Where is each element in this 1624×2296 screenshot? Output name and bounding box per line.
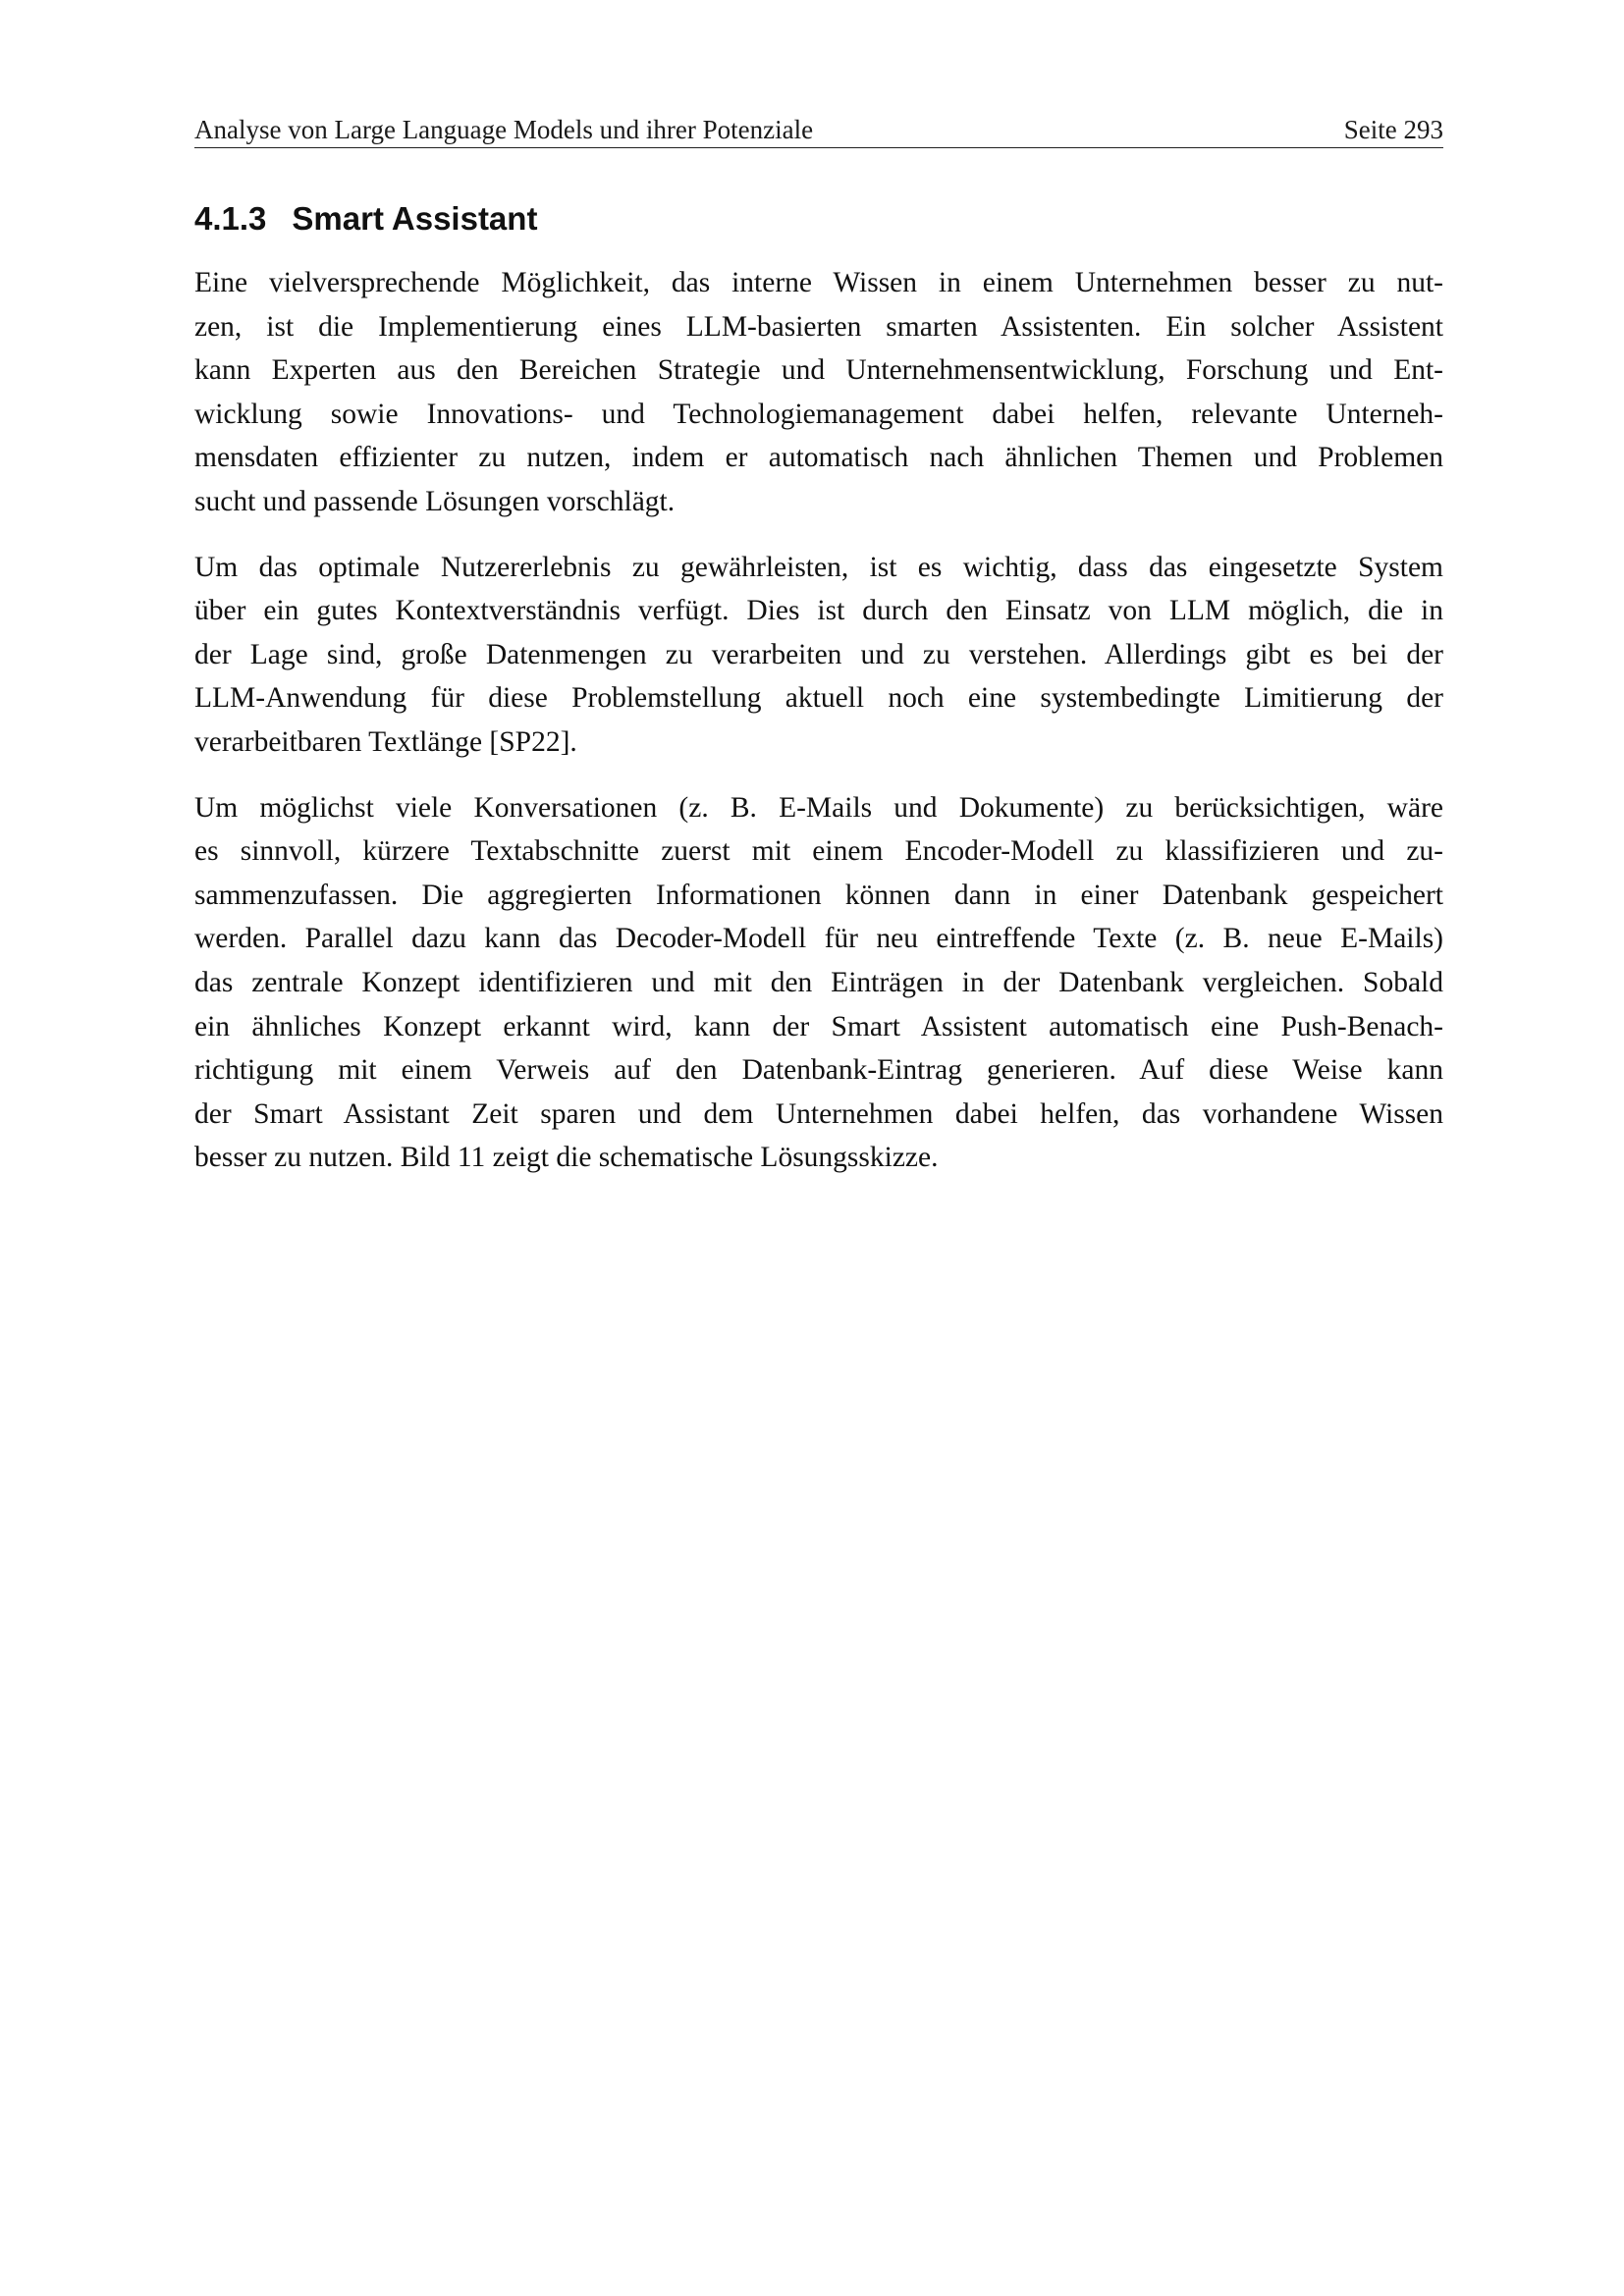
- text-line: mensdaten effizienter zu nutzen, indem er automatisch nach ähnlichen Themen und Problemen: [194, 442, 1443, 474]
- text-line: das zentrale Konzept identifizieren und mit den Einträgen in der Datenbank vergleichen. Sobald: [194, 966, 1443, 998]
- text-line: verarbeitbaren Textlänge [SP22].: [194, 725, 577, 758]
- section-title: Smart Assistant: [292, 200, 538, 237]
- text-line: es sinnvoll, kürzere Textabschnitte zuerst mit einem Encoder-Modell zu klassifizieren und zu-: [194, 835, 1443, 868]
- text-line: werden. Parallel dazu kann das Decoder-Modell für neu eintreffende Texte (z. B. neue E-Mails): [194, 923, 1443, 955]
- page-number: Seite 293: [1343, 115, 1443, 144]
- text-line: sammenzufassen. Die aggregierten Informationen können dann in einer Datenbank gespeichert: [194, 879, 1443, 911]
- text-line: wicklung sowie Innovations- und Technologiemanagement dabei helfen, relevante Unterneh-: [194, 398, 1443, 430]
- text-line: der Smart Assistant Zeit sparen und dem Unternehmen dabei helfen, das vorhandene Wissen: [194, 1097, 1443, 1130]
- text-line: sucht und passende Lösungen vorschlägt.: [194, 485, 676, 517]
- text-line: kann Experten aus den Bereichen Strategie und Unternehmensentwicklung, Forschung und Ent-: [194, 354, 1443, 387]
- text-line: der Lage sind, große Datenmengen zu verarbeiten und zu verstehen. Allerdings gibt es bei der: [194, 638, 1443, 670]
- text-line: zen, ist die Implementierung eines LLM-basierten smarten Assistenten. Ein solcher Assistent: [194, 310, 1443, 343]
- paragraph-2: [194, 546, 1443, 765]
- text-line: über ein gutes Kontextverständnis verfügt. Dies ist durch den Einsatz von LLM möglich, die in: [194, 595, 1443, 627]
- text-line: LLM-Anwendung für diese Problemstellung aktuell noch eine systembedingte Limitierung der: [194, 682, 1443, 715]
- section-number: 4.1.3: [194, 200, 267, 237]
- section-heading: [194, 200, 537, 238]
- paragraph-1: [194, 261, 1443, 524]
- text-line: Eine vielversprechende Möglichkeit, das interne Wissen in einem Unternehmen besser zu nut-: [194, 267, 1443, 298]
- text-line: Um das optimale Nutzererlebnis zu gewährleisten, ist es wichtig, dass das eingesetzte System: [194, 551, 1443, 583]
- running-title: Analyse von Large Language Models und ihrer Potenziale: [194, 115, 814, 144]
- text-line: Um möglichst viele Konversationen (z. B. E-Mails und Dokumente) zu berücksichtigen, wäre: [194, 791, 1443, 824]
- running-header: [194, 110, 1443, 148]
- body-text: [194, 261, 1443, 1201]
- paragraph-3: [194, 786, 1443, 1180]
- text-line: besser zu nutzen. Bild 11 zeigt die schematische Lösungsskizze.: [194, 1142, 939, 1174]
- text-line: richtigung mit einem Verweis auf den Datenbank-Eintrag generieren. Auf diese Weise kann: [194, 1054, 1443, 1087]
- text-line: ein ähnliches Konzept erkannt wird, kann der Smart Assistent automatisch eine Push-Benach-: [194, 1010, 1443, 1042]
